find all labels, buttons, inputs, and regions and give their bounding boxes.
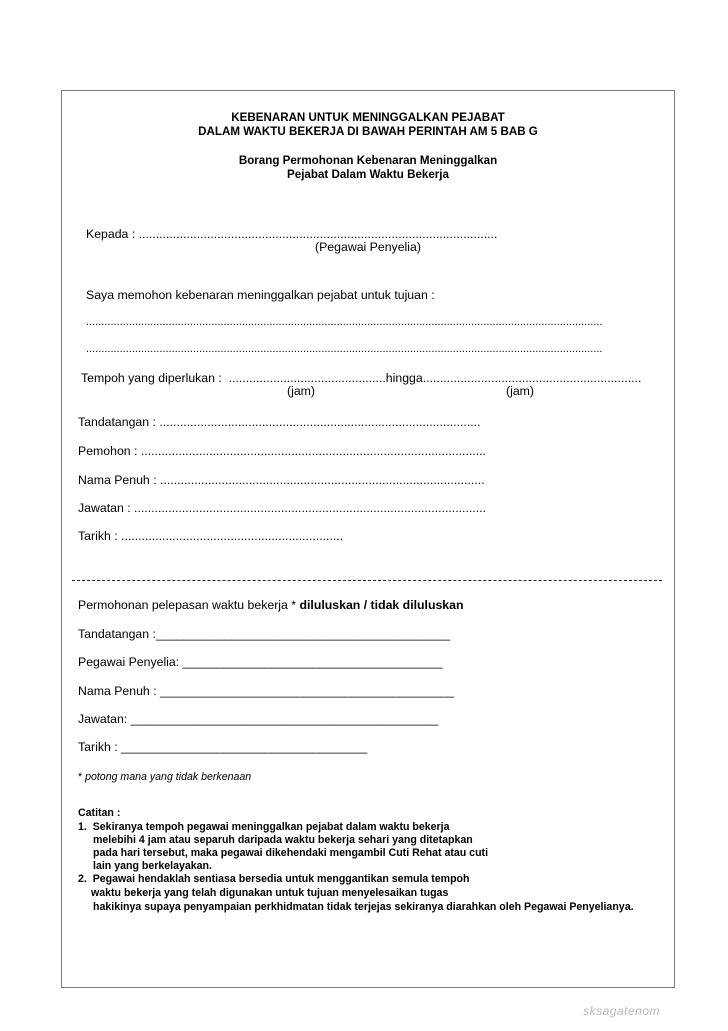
jam-caption-right: (jam) bbox=[506, 384, 535, 398]
approval-jawatan-field[interactable]: Jawatan: _____________________________________________ bbox=[78, 712, 439, 726]
purpose-label: Saya memohon kebenaran meninggalkan pejabat untuk tujuan : bbox=[86, 288, 435, 302]
tempoh-field[interactable]: Tempoh yang diperlukan : ..............................................hingga................................................................ bbox=[81, 371, 642, 385]
form-title-line1: KEBENARAN UNTUK MENINGGALKAN PEJABAT bbox=[231, 111, 505, 124]
approval-nama-penuh-field[interactable]: Nama Penuh : ___________________________________________ bbox=[78, 684, 455, 698]
form-subtitle-line2: Pejabat Dalam Waktu Bekerja bbox=[287, 168, 449, 181]
purpose-line-2[interactable]: ......................................................................................................................................................................... bbox=[86, 343, 603, 355]
tandatangan-field[interactable]: Tandatangan : .............................................................................................. bbox=[78, 415, 481, 429]
note-1-line-1: 1. Sekiranya tempoh pegawai meninggalkan pejabat dalam waktu bekerja bbox=[78, 821, 450, 833]
nama-penuh-field[interactable]: Nama Penuh : ............................................................................................... bbox=[78, 473, 485, 487]
permohonan-label: Permohonan pelepasan waktu bekerja * bbox=[78, 598, 300, 612]
pemohon-field[interactable]: Pemohon : ..................................................................................................... bbox=[78, 444, 486, 458]
note-2-line-1: 2. Pegawai hendaklah sentiasa bersedia untuk menggantikan semula tempoh bbox=[78, 873, 470, 885]
permohonan-status bbox=[78, 598, 464, 612]
watermark-text: sksagatenom bbox=[583, 1004, 660, 1018]
footnote-text: potong mana yang tidak berkenaan bbox=[85, 771, 252, 783]
purpose-line-1[interactable]: ......................................................................................................................................................................... bbox=[86, 316, 603, 328]
jam-caption-left: (jam) bbox=[287, 384, 316, 398]
note-1-line-3: pada hari tersebut, maka pegawai dikehendaki mengambil Cuti Rehat atau cuti bbox=[93, 847, 489, 859]
jawatan-field[interactable]: Jawatan : ....................................................................................................... bbox=[78, 501, 486, 515]
note-2-line-3: hakikinya supaya penyampaian perkhidmatan tidak terjejas sekiranya diarahkan oleh Pegawai Penyelianya. bbox=[93, 901, 634, 913]
footnote bbox=[78, 771, 251, 784]
pegawai-penyelia-caption: (Pegawai Penyelia) bbox=[315, 240, 421, 254]
note-2-line-2: waktu bekerja yang telah digunakan untuk tujuan menyelesaikan tugas bbox=[91, 887, 449, 899]
approval-tandatangan-field[interactable]: Tandatangan :___________________________________________ bbox=[78, 627, 451, 641]
approval-tarikh-field[interactable]: Tarikh : ____________________________________ bbox=[78, 740, 368, 754]
catitan-heading: Catitan : bbox=[78, 807, 121, 819]
footnote-star: * bbox=[78, 771, 86, 783]
kepada-field[interactable]: Kepada : ......................................................................................................... bbox=[86, 227, 498, 241]
approval-pegawai-penyelia-field[interactable]: Pegawai Penyelia: ______________________________________ bbox=[78, 655, 443, 669]
note-1-line-2: melebihi 4 jam atau separuh daripada waktu bekerja sehari yang ditetapkan bbox=[93, 834, 473, 846]
form-title-line2: DALAM WAKTU BEKERJA DI BAWAH PERINTAH AM 5 BAB G bbox=[198, 125, 538, 138]
cut-line-divider bbox=[72, 580, 662, 581]
tarikh-field[interactable]: Tarikh : ................................................................. bbox=[78, 529, 344, 543]
note-1-line-4: lain yang berkelayakan. bbox=[93, 860, 212, 872]
approval-options[interactable]: diluluskan / tidak diluluskan bbox=[299, 598, 464, 612]
form-subtitle-line1: Borang Permohonan Kebenaran Meninggalkan bbox=[238, 154, 498, 167]
